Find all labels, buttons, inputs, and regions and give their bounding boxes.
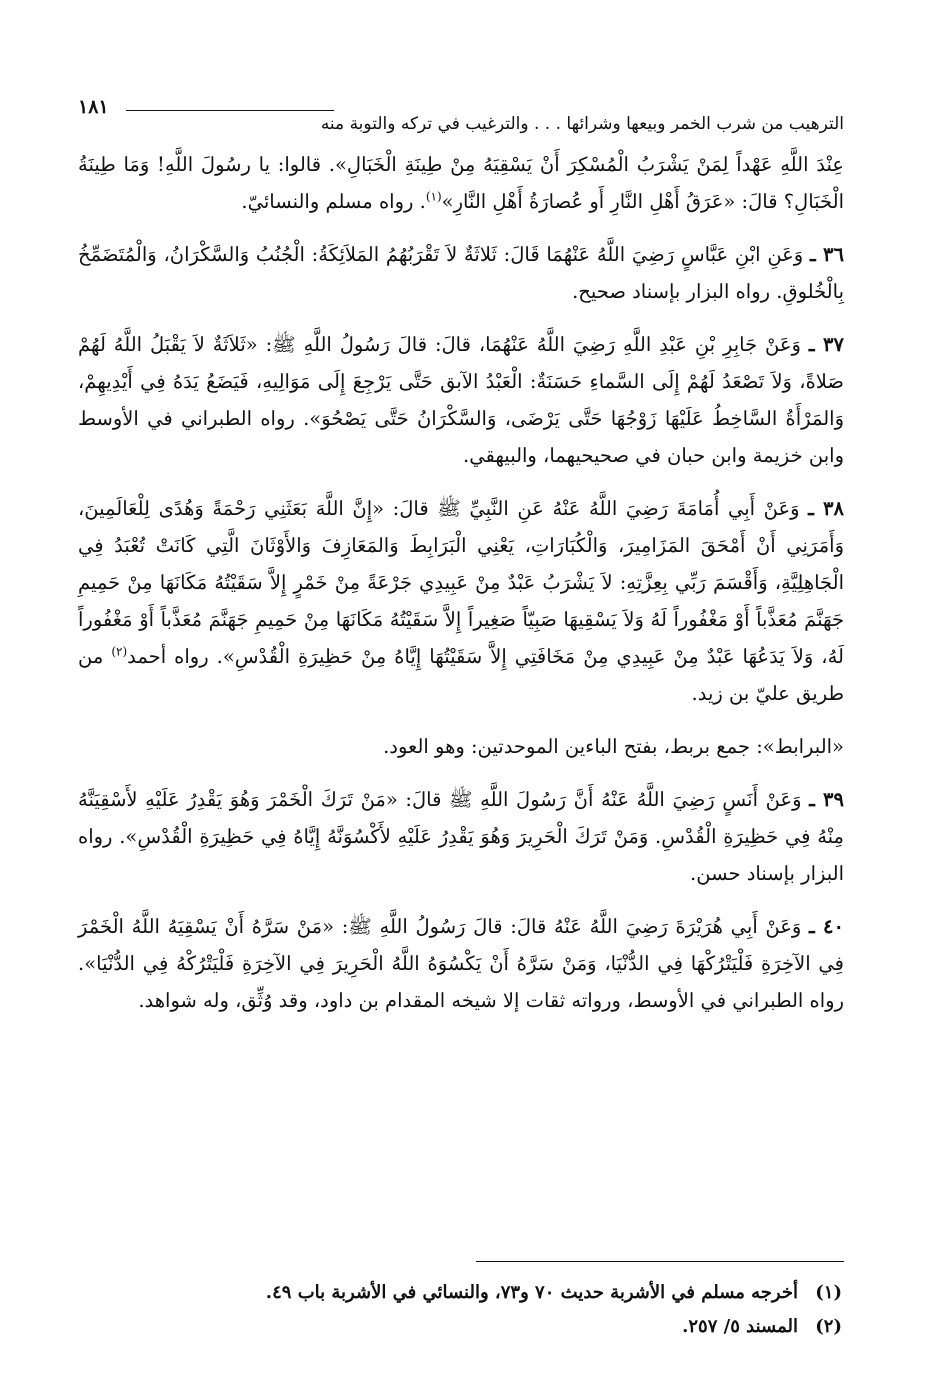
hadith-37 <box>78 326 844 474</box>
paragraph-text-after: من طريق عليّ بن زيد. <box>78 645 844 705</box>
footnote-rule <box>476 1261 844 1262</box>
hadith-40 <box>78 908 844 1019</box>
paragraph-text: عِنْدَ اللَّهِ عَهْداً لِمَنْ يَشْرَبُ الْمُسْكِرَ أَنْ يَسْقِيَهُ مِنْ طِينَةِ الْخَبَالِ». قالوا: يا رسُولَ اللَّهِ! وَمَا طِينَةُ الْخَبَالِ؟ قالَ: «عَرَقُ أَهْلِ النَّارِ أَو عُصارَةُ أَهْلِ النَّارِ» <box>78 153 844 213</box>
paragraph-text: وَعَنْ أَبِي هُرَيْرَةَ رَضِيَ اللَّهُ عَنْهُ قالَ: قالَ رَسُولُ اللَّهِ ﷺ: «مَنْ سَرَّهُ أَنْ يَسْقِيَهُ اللَّهُ الْخَمْرَ فِي الآخِرَةِ فَلْيَتْرُكْهَا فِي الدُّنْيَا، وَمَنْ سَرَّهُ أَنْ يَكْسُوَهُ اللَّهُ الْحَرِيرَ فِي الآخِرَةِ فَلْيَتْرُكْهُ فِي الدُّنْيَا». رواه الطبراني في الأوسط، ورواته ثقات إلا شيخه المقدام بن داود، وقد وُثِّق، وله شواهد. <box>78 915 844 1012</box>
hadith-36 <box>78 236 844 310</box>
page-body <box>78 146 844 1035</box>
hadith-38 <box>78 490 844 712</box>
paragraph-continuation <box>78 146 844 220</box>
page-number: ١٨١ <box>78 96 109 118</box>
running-head <box>78 96 844 140</box>
paragraph-text: وَعَنِ ابْنِ عَبَّاسٍ رَضِيَ اللَّهُ عَنْهُمَا قَالَ: ثَلاثَةٌ لاَ تَقْرَبُهُمُ المَلاَئِكَةُ: الْجُنُبُ وَالسَّكْرَانُ، وَالْمُتَضَمِّخُ بِالْخُلوقِ. رواه البزار بإسناد صحيح. <box>78 243 844 303</box>
footnote-label: (٢) <box>815 1316 842 1337</box>
paragraph-text: «البرابط»: جمع بربط، بفتح الباءين الموحدتين: وهو العود. <box>383 735 844 758</box>
gloss-note <box>78 728 844 765</box>
footnote-ref-1: (١) <box>425 189 442 204</box>
footnote-2 <box>78 1310 842 1344</box>
footnotes <box>78 1276 842 1344</box>
footnote-text: أخرجه مسلم في الأشربة حديث ٧٠ و٧٣، والنسائي في الأشربة باب ٤٩. <box>265 1282 798 1303</box>
hadith-39 <box>78 781 844 892</box>
footnote-1 <box>78 1276 842 1310</box>
paragraph-text: وَعَنْ أَبِي أُمَامَةَ رَضِيَ اللَّهُ عَنْهُ عَنِ النَّبِيِّ ﷺ قالَ: «إِنَّ اللَّهَ بَعَثَنِي رَحْمَةً وَهُدًى لِلْعَالَمِينَ، وَأَمَرَنِي أَنْ أَمْحَقَ المَزَامِيرَ، وَالْكُبَارَاتِ، يَعْنِي الْبَرَابِطَ وَالمَعَازِفَ وَالأَوْثَانَ الَّتِي كَانَتْ تُعْبَدُ فِي الْجَاهِلِيَّةِ، وَأَقْسَمَ رَبِّي بِعِزَّتِهِ: لاَ يَشْرَبُ عَبْدٌ مِنْ عَبِيدِي جَرْعَةً مِنْ خَمْرٍ إِلاَّ سَقَيْتُهُ مَكَانَهَا مِنْ حَمِيمِ جَهَنَّمَ مُعَذَّباً أَوْ مَغْفُوراً لَهُ وَلاَ يَسْقِيهَا صَبِيّاً صَغِيراً إِلاَّ سَقَيْتُهُ مَكَانَهَا مِنْ حَمِيمِ جَهَنَّمَ مُعَذَّباً أَوْ مَغْفُوراً لَهُ، وَلاَ يَدَعُهَا عَبْدٌ مِنْ عَبِيدِي مِنْ مَخَافَتِي إِلاَّ سَقَيْتُهَا إِيَّاهُ مِنْ حَظِيرَةِ الْقُدْسِ». رواه أحمد <box>78 497 844 668</box>
running-title: الترهيب من شرب الخمر وبيعها وشرائها . . . والترغيب في تركه والتوبة منه <box>320 114 844 134</box>
hadith-number: ٣٧ ـ <box>808 333 844 356</box>
hadith-number: ٣٩ ـ <box>809 788 844 811</box>
hadith-number: ٤٠ ـ <box>809 915 844 938</box>
paragraph-text-after: . رواه مسلم والنسائيّ. <box>241 190 426 213</box>
hadith-number: ٣٦ ـ <box>809 243 844 266</box>
header-rule <box>126 110 334 111</box>
paragraph-text: وَعَنْ جَابِرِ بْنِ عَبْدِ اللَّهِ رَضِيَ اللَّهُ عَنْهُمَا، قالَ: قالَ رَسُولُ اللَّهِ ﷺ: «ثَلاَثَةٌ لاَ يَقْبَلُ اللَّهُ لَهُمْ صَلاةً، وَلاَ تَصْعَدُ لَهُمْ إِلَى السَّماءِ حَسَنَةٌ: الْعَبْدُ الآبق حَتَّى يَرْجِعَ إِلَى مَوَالِيهِ، فَيَضَعُ يَدَهُ فِي أَيْدِيهِمْ، وَالمَرْأَةُ السَّاخِطُ عَلَيْهَا زَوْجُهَا حَتَّى يَرْضَى، وَالسَّكْرَانُ حَتَّى يَصْحُوَ». رواه الطبراني في الأوسط وابن خزيمة وابن حبان في صحيحيهما، والبيهقي. <box>78 333 844 467</box>
paragraph-text: وَعَنْ أَنَسٍ رَضِيَ اللَّهُ عَنْهُ أَنَّ رَسُولَ اللَّهِ ﷺ قالَ: «مَنْ تَرَكَ الْخَمْرَ وَهُوَ يَقْدِرُ عَلَيْهِ لأَسْقِيَنَّهُ مِنْهُ فِي حَظِيرَةِ الْقُدْسِ. وَمَنْ تَرَكَ الْحَرِيرَ وَهُوَ يَقْدِرُ عَلَيْهِ لأَكْسُوَنَّهُ إِيَّاهُ فِي حَظِيرَةِ الْقُدْسِ». رواه البزار بإسناد حسن. <box>78 788 844 885</box>
footnote-label: (١) <box>815 1282 842 1303</box>
footnote-ref-2: (٢) <box>111 644 128 659</box>
footnote-text: المسند ٥/ ٢٥٧. <box>682 1316 798 1337</box>
hadith-number: ٣٨ ـ <box>808 497 844 520</box>
